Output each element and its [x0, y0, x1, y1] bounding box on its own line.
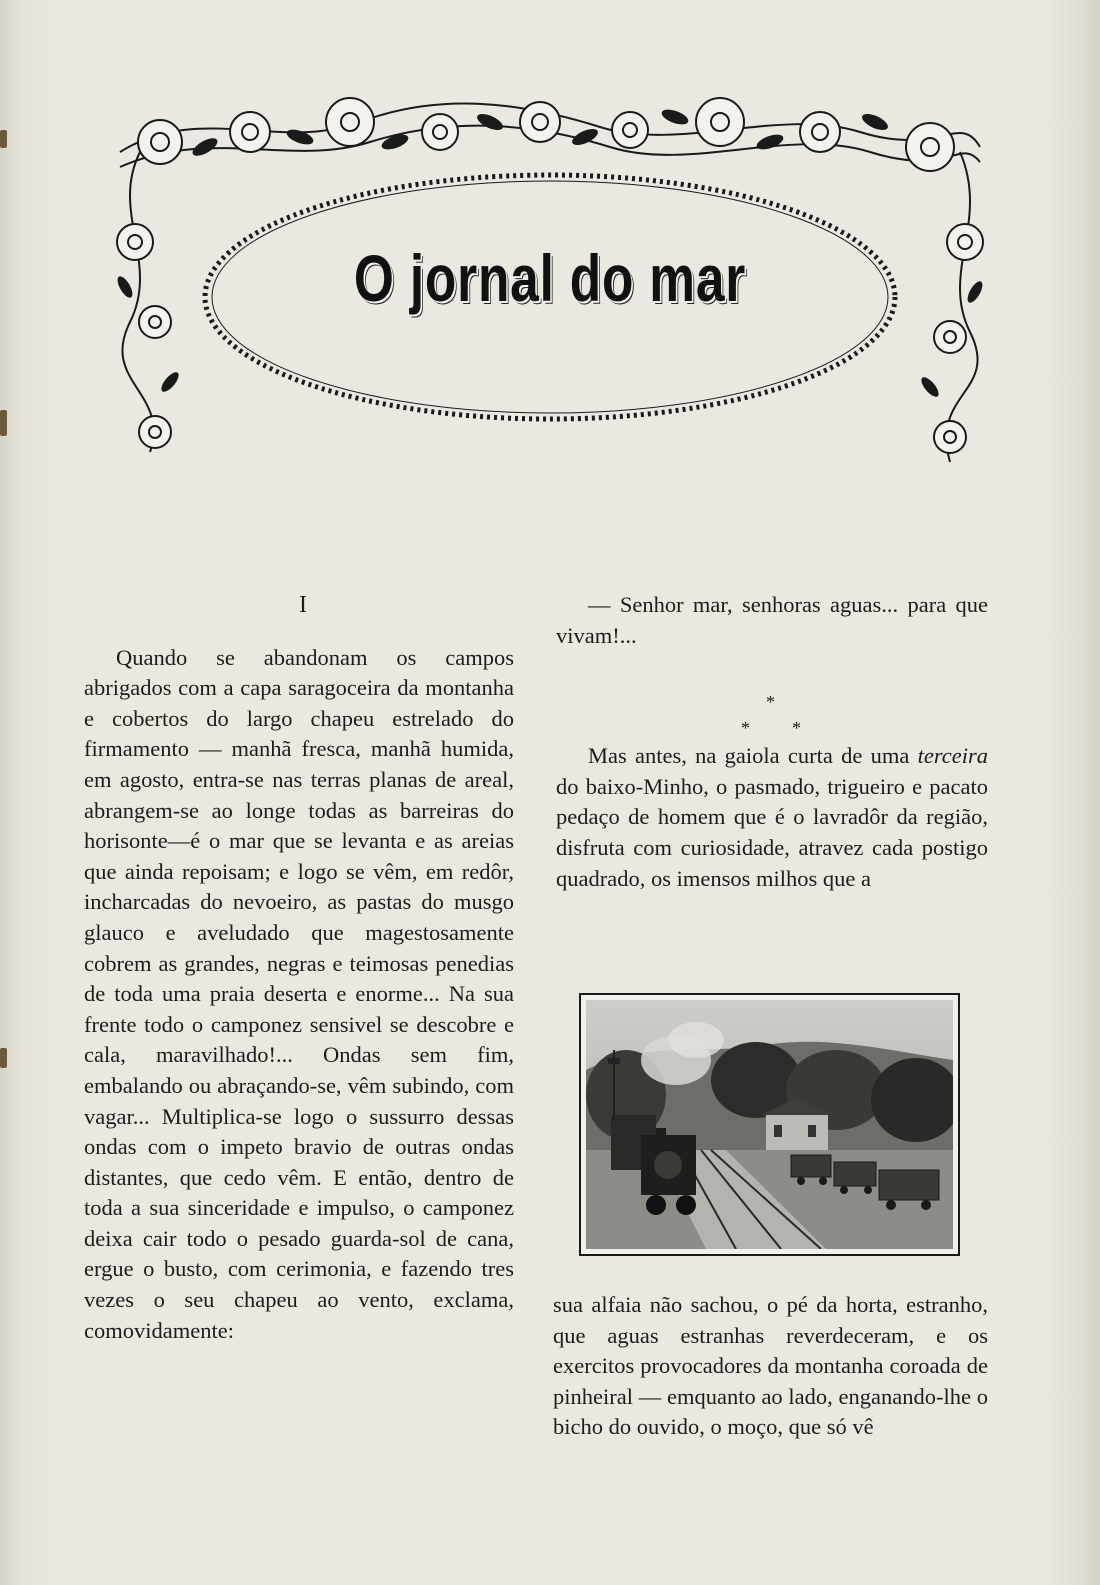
separator-star: * [766, 692, 775, 713]
paragraph-italic-word: terceira [917, 743, 988, 769]
page-title: O jornal do mar [353, 241, 747, 315]
binding-mark [0, 410, 7, 436]
train-station-photo [586, 1000, 953, 1249]
photo-illustration [586, 1000, 953, 1249]
separator-star: * [741, 718, 750, 739]
chapter-number: I [299, 592, 307, 618]
quote-line: — Senhor mar, senhoras aguas... para que vivam!... [556, 592, 988, 648]
paragraph-start: Mas antes, na gaiola curta de uma [588, 743, 910, 769]
right-column-lower [553, 1290, 988, 1443]
separator-star: * [792, 718, 801, 739]
binding-mark [0, 130, 7, 148]
photo-frame [579, 993, 960, 1256]
section-separator [556, 651, 988, 741]
left-column [84, 590, 514, 1346]
paragraph-rest: do baixo-Minho, o pasmado, trigueiro e pacato pedaço de homem que é o lavradôr da região, disfruta com curiosidade, atravez cada postigo quadrado, os imensos milhos que a [556, 773, 988, 891]
right-column [556, 590, 988, 894]
binding-mark [0, 1048, 7, 1068]
right-paragraph [556, 741, 988, 894]
left-paragraph: Quando se abandonam os campos abrigados com a capa saragoceira da montanha e cobertos do largo chapeu estrelado do firmamento — manhã fresca, manhã humida, em agosto, entra-se nas terras planas de areal, abrangem-se ao longe todas as barreiras do horisonte—é o mar que se levanta e as areias que ainda repoisam; e logo se vêm, em redôr, incharcadas do nevoeiro, as pastas do musgo glauco e aveludado que magestosamente cobrem as grandes, negras e teimosas penedias de toda uma praia deserta e enorme... Na sua frente todo o camponez sensivel se descobre e cala, maravilhado!... Ondas sem fim, embalando ou abraçando-se, vêm subindo, com vagar... Multiplica-se logo o sussurro dessas ondas com o impeto bravio de outras ondas distantes, que cedo vêm. E então, dentro de toda a sua sinceridade e impulso, o camponez deixa cair todo o pesado guarda-sol de cana, ergue o busto, com cerimonia, e fazendo tres vezes o seu chapeu ao vento, exclama, comovidamente: [84, 644, 514, 1343]
right-paragraph-continued: sua alfaia não sachou, o pé da horta, estranho, que aguas estranhas reverdeceram, e os exercitos provocadores da montanha coroada de pinheiral — emquanto ao lado, enganando-lhe o bicho do ouvido, o moço, que só vê [553, 1292, 988, 1440]
